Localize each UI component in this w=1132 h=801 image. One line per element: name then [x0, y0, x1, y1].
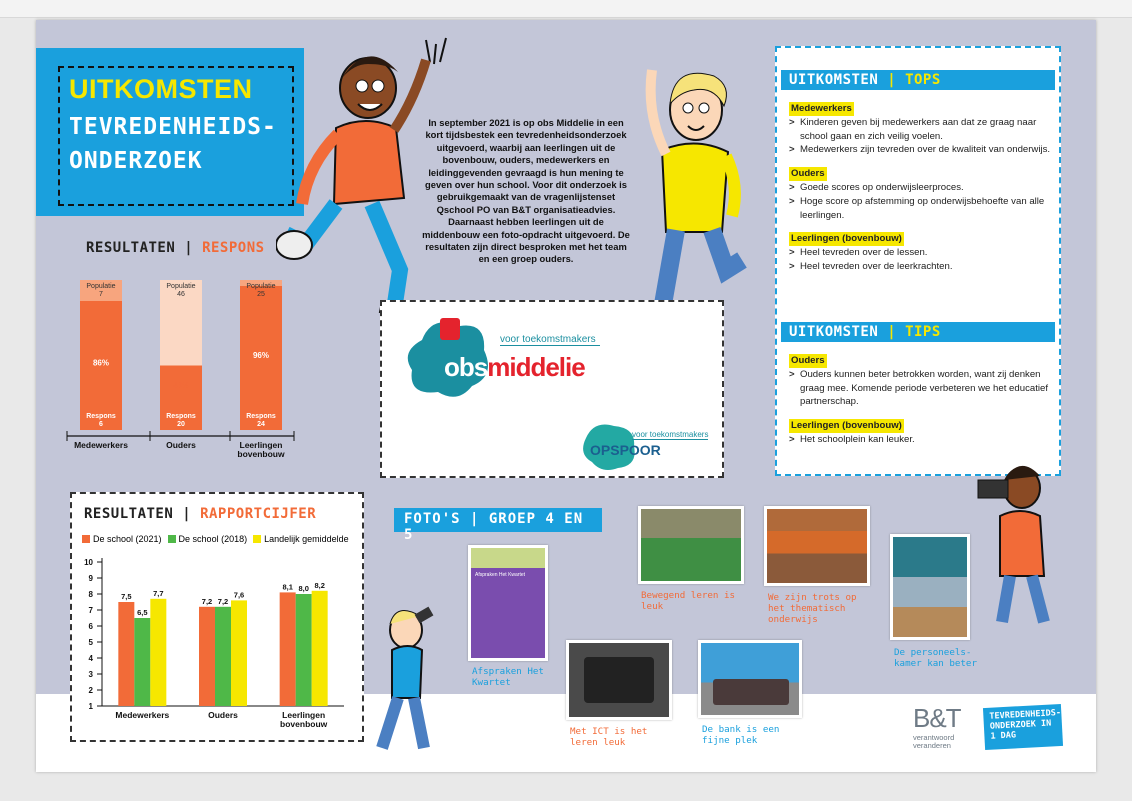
- tops-item: > Heel tevreden over de leerkrachten.: [789, 260, 1051, 274]
- tops-group-label: Leerlingen (bovenbouw): [791, 233, 902, 245]
- caption-ict: Met ICT is het leren leuk: [570, 726, 648, 748]
- photo-poster-text: Afspraken Het Kwartet: [475, 572, 526, 578]
- photo-bewegend-leren: [638, 506, 744, 584]
- tips-header: [781, 322, 1055, 342]
- title-line-3: ONDERZOEK: [69, 148, 203, 174]
- tips-group-label: Leerlingen (bovenbouw): [791, 420, 902, 432]
- tips-item: > Het schoolplein kan leuker.: [789, 433, 1051, 447]
- tips-group-label: Ouders: [791, 355, 825, 366]
- rapport-value-label: 7,2: [201, 596, 213, 606]
- tips-list: [789, 354, 1051, 457]
- respons-percent-label: 43%: [172, 380, 190, 390]
- opspoor-tagline: voor toekomstmakers: [632, 430, 709, 439]
- rapport-bar: [199, 607, 215, 706]
- respons-value: 24: [257, 421, 265, 428]
- tops-header-prefix: UITKOMSTEN: [789, 72, 888, 88]
- population-value: 46: [177, 291, 185, 298]
- population-label: Populatie: [166, 283, 196, 290]
- rapport-value-label: 7,7: [153, 588, 164, 598]
- respons-chart: [62, 260, 302, 480]
- y-tick-label: 10: [84, 558, 93, 567]
- tips-header-accent: | TIPS: [887, 324, 941, 340]
- tops-group: [789, 102, 1051, 157]
- rapport-header: [84, 506, 316, 522]
- bt-logo: [913, 703, 983, 753]
- tips-header-prefix: UITKOMSTEN: [789, 324, 888, 340]
- rapport-value-label: 7,6: [233, 590, 245, 600]
- rapport-bar: [134, 618, 150, 706]
- respons-percent-label: 86%: [92, 358, 110, 368]
- poster: [36, 20, 1096, 772]
- tops-item: > Heel tevreden over de lessen.: [789, 246, 1051, 260]
- y-tick-label: 5: [88, 638, 93, 647]
- y-tick-label: 8: [88, 590, 93, 599]
- title-line-2: TEVREDENHEIDS-: [69, 114, 277, 140]
- rapport-value-label: 7,2: [217, 596, 229, 606]
- caption-thematisch-onderwijs: We zijn trots op het thematisch onderwijs: [768, 592, 857, 625]
- tops-item: > Kinderen geven bij medewerkers aan dat ze graag naar school gaan en zich veilig voelen.: [789, 116, 1051, 144]
- rapport-legend: [82, 534, 355, 544]
- logo-obs-middelie: [444, 352, 585, 383]
- viewer-toolbar: [0, 0, 1132, 18]
- population-label: Populatie: [246, 283, 276, 290]
- tops-header-accent: | TOPS: [887, 72, 941, 88]
- y-tick-label: 1: [88, 702, 93, 711]
- tops-item: > Goede scores op onderwijsleerproces.: [789, 181, 1051, 195]
- rapport-bar: [280, 592, 296, 706]
- uitkomsten-panel: [775, 46, 1061, 476]
- respons-value: 20: [177, 421, 185, 428]
- caption-bewegend-leren: Bewegend leren is leuk: [641, 590, 736, 612]
- logo-tagline: voor toekomstmakers: [500, 334, 600, 346]
- rapport-value-label: 8,1: [282, 582, 293, 592]
- bt-logo-subtitle: verantwoord veranderen: [913, 733, 955, 750]
- y-tick-label: 7: [88, 606, 93, 615]
- rapport-category-label: Medewerkers: [115, 710, 170, 720]
- y-tick-label: 9: [88, 574, 93, 583]
- tops-group-label: Ouders: [791, 168, 825, 180]
- legend-label: De school (2021): [93, 534, 162, 544]
- girl-photographer-illustration: [366, 580, 466, 760]
- tevredenheidsonderzoek-badge: TEVREDENHEIDS-ONDERZOEK IN 1 DAG: [983, 704, 1063, 750]
- intro-text: In september 2021 is op obs Middelie in een kort tijdsbestek een tevredenheidsonderzoek uitgevoerd, waarbij aan leerlingen uit de bovenbouw, ouders, medewerkers en leidinggevenden gevraagd is hun mening te geven over hun school. Voor dit onderzoek is gebruikgemaakt van de vragenlijstenset Qschool PO van B&T organisatieadvies. Daarnaast hebben leerlingen uit de middenbouw een foto-opdracht uitgevoerd. De resultaten zijn direct besproken met het team en een groep ouders.: [422, 117, 630, 265]
- tops-header: [781, 70, 1055, 90]
- rapport-bar: [231, 600, 247, 706]
- rapport-category-label: Leerlingen: [282, 710, 326, 720]
- tops-group: [789, 167, 1051, 222]
- respons-value: 6: [99, 421, 103, 428]
- population-label: Populatie: [86, 283, 116, 290]
- title-line-1: UITKOMSTEN: [69, 74, 253, 104]
- girl-waving-illustration: [616, 50, 766, 330]
- tips-group: [789, 354, 1051, 409]
- boy-with-camera-illustration: [970, 450, 1070, 630]
- caption-personeelskamer: De personeels-kamer kan beter: [894, 647, 977, 669]
- respons-category-label: bovenbouw: [237, 449, 285, 459]
- rapport-category-label: Ouders: [208, 710, 238, 720]
- legend-entry: [82, 534, 162, 544]
- rapport-bar: [215, 607, 231, 706]
- respons-label: Respons: [166, 413, 196, 420]
- rapport-header-accent: RAPPORTCIJFER: [200, 506, 317, 522]
- legend-swatch: [168, 535, 176, 543]
- legend-label: De school (2018): [178, 534, 248, 544]
- respons-label: Respons: [246, 413, 276, 420]
- tips-group: [789, 419, 1051, 447]
- respons-header-accent: RESPONS: [202, 240, 265, 256]
- legend-entry: [168, 534, 248, 544]
- tops-group-label: Medewerkers: [791, 103, 852, 114]
- rapportcijfer-box: [70, 492, 364, 742]
- logo-opspoor: OPSPOOR: [590, 442, 661, 458]
- caption-bank: De bank is een fijne plek: [702, 724, 780, 746]
- rapportcijfer-chart: [72, 550, 362, 740]
- respons-label: Respons: [86, 413, 116, 420]
- rapport-value-label: 7,5: [121, 592, 132, 601]
- tops-group: [789, 232, 1051, 273]
- fotos-header: FOTO'S | GROEP 4 EN 5: [394, 508, 602, 532]
- tops-item: > Medewerkers zijn tevreden over de kwaliteit van onderwijs.: [789, 143, 1051, 157]
- tops-list: [789, 102, 1051, 284]
- logo-box: [380, 300, 724, 478]
- rapport-category-label: bovenbouw: [280, 719, 328, 729]
- y-tick-label: 6: [88, 622, 93, 631]
- photo-bank: [698, 640, 802, 718]
- logo-obs: obs: [444, 352, 488, 382]
- photo-personeelskamer: [890, 534, 970, 640]
- respons-category-label: Leerlingen: [239, 440, 283, 450]
- y-tick-label: 4: [88, 654, 93, 663]
- respons-category-label: Medewerkers: [74, 440, 128, 450]
- rapport-bar: [312, 591, 328, 706]
- population-value: 7: [99, 291, 103, 298]
- photo-thematisch-onderwijs: [764, 506, 870, 586]
- rapport-value-label: 8,0: [298, 584, 309, 593]
- population-value: 25: [257, 291, 265, 298]
- caption-afspraken: Afspraken Het Kwartet: [472, 666, 544, 688]
- rapport-bar: [150, 599, 166, 706]
- legend-label: Landelijk gemiddelde: [264, 534, 349, 544]
- logo-middelie: middelie: [487, 352, 585, 382]
- legend-swatch: [253, 535, 261, 543]
- tips-item: > Ouders kunnen beter betrokken worden, want zij denken graag mee. Komende periode verbeteren we het educatief partnerschap.: [789, 368, 1051, 409]
- respons-percent-label: 96%: [252, 351, 270, 360]
- legend-swatch: [82, 535, 90, 543]
- photo-afspraken: [468, 545, 548, 661]
- legend-entry: [253, 534, 349, 544]
- respons-header-prefix: RESULTATEN |: [86, 240, 203, 256]
- rapport-bar: [118, 602, 134, 706]
- y-tick-label: 2: [88, 686, 93, 695]
- photo-ict: [566, 640, 672, 720]
- respons-category-label: Ouders: [166, 440, 196, 450]
- respons-header: [86, 240, 265, 256]
- rapport-header-prefix: RESULTATEN |: [84, 506, 201, 522]
- rapport-value-label: 8,2: [314, 580, 325, 590]
- rapport-value-label: 6,5: [137, 608, 148, 617]
- tops-item: > Hoge score op afstemming op onderwijsbehoefte van alle leerlingen.: [789, 195, 1051, 223]
- y-tick-label: 3: [88, 670, 93, 679]
- bt-logo-text: B&T: [913, 703, 961, 733]
- rapport-bar: [296, 594, 312, 706]
